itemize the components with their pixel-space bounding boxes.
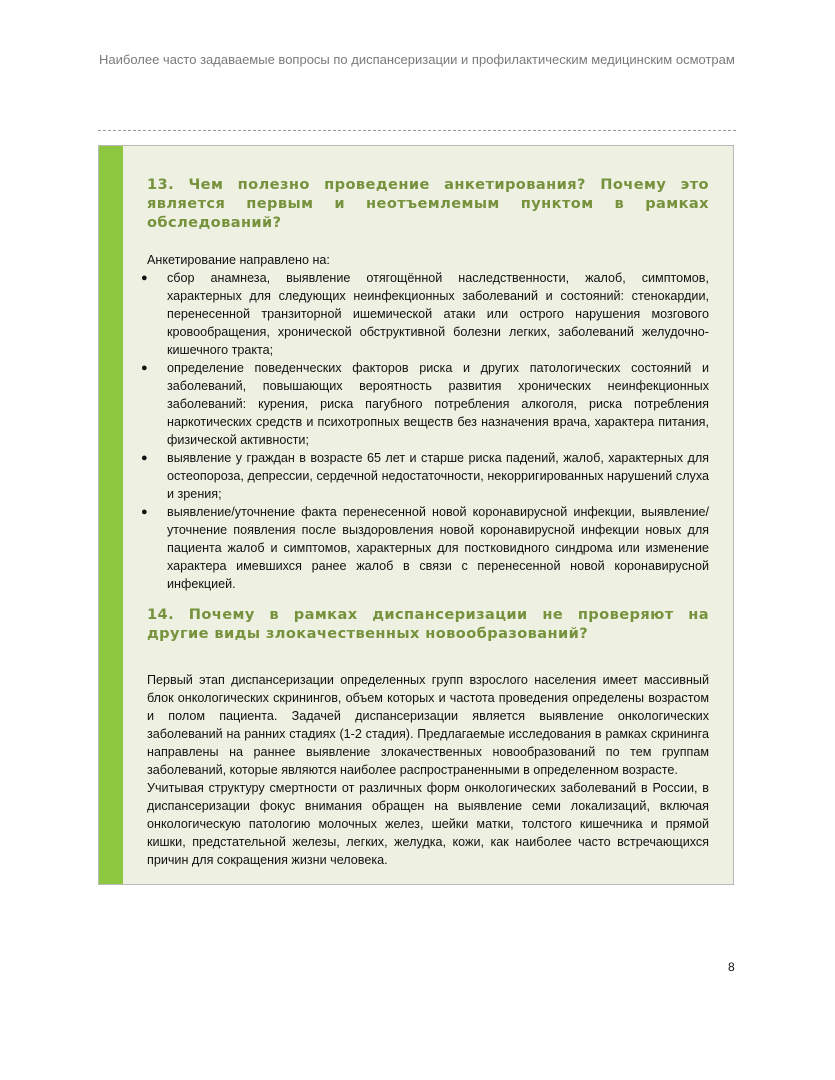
page-number: 8 bbox=[728, 960, 735, 974]
question-14-title: 14. Почему в рамках диспансеризации не проверяют на другие виды злокачественных новообразований? bbox=[147, 606, 709, 642]
list-item bbox=[141, 269, 709, 359]
faq-content bbox=[141, 172, 709, 869]
question-13-title: 13. Чем полезно проведение анкетирования? Почему это является первым и неотъемлемым пунктом в рамках обследований? bbox=[147, 176, 709, 231]
paragraph: Учитывая структуру смертности от различных форм онкологических заболеваний в России, в диспансеризации фокус внимания обращен на выявление семи локализаций, включая онкологическую патологию молочных желез, шейки матки, толстого кишечника и прямой кишки, предстательной железы, легких, желудка, кожи, как наиболее часто встречающихся причин для сокращения жизни человека. bbox=[147, 781, 709, 867]
list-item bbox=[141, 503, 709, 593]
list-item-text: определение поведенческих факторов риска и других патологических состояний и заболеваний, повышающих вероятность развития хронических неинфекционных заболеваний: курения, риска пагубного потребления алкоголя, риска потребления наркотических средств и психотропных веществ без назначения врача, характера питания, физической активности; bbox=[167, 361, 709, 447]
bullet-icon: ● bbox=[141, 452, 148, 464]
question-13-intro: Анкетирование направлено на: bbox=[147, 253, 330, 267]
running-header: Наиболее часто задаваемые вопросы по диспансеризации и профилактическим медицинским осмотрам bbox=[99, 52, 735, 67]
list-item-text: выявление у граждан в возрасте 65 лет и старше риска падений, жалоб, характерных для остеопороза, депрессии, сердечной недостаточности, некорригированных нарушений слуха и зрения; bbox=[167, 451, 709, 501]
list-item-text: выявление/уточнение факта перенесенной новой коронавирусной инфекции, выявление/уточнение появления после выздоровления новой коронавирусной инфекции новых для пациента жалоб и симптомов, характерных для постковидного синдрома или изменение характера имевшихся ранее жалоб в связи с перенесенной новой коронавирусной инфекцией. bbox=[167, 505, 709, 591]
header-divider bbox=[98, 130, 736, 131]
question-13-bullet-list bbox=[141, 269, 709, 593]
list-item bbox=[141, 359, 709, 449]
paragraph: Первый этап диспансеризации определенных групп взрослого населения имеет массивный блок онкологических скринингов, объем которых и частота проведения определены возрастом и полом пациента. Задачей диспансеризации является выявление онкологических заболеваний на ранних стадиях (1-2 стадия). Предлагаемые исследования в рамках скрининга направлены на раннее выявление злокачественных новообразований по тем группам заболеваний, которые являются наиболее распространенными в определенном возрасте. bbox=[147, 673, 709, 777]
list-item bbox=[141, 449, 709, 503]
bullet-icon: ● bbox=[141, 272, 148, 284]
list-item-text: сбор анамнеза, выявление отягощённой наследственности, жалоб, симптомов, характерных для следующих неинфекционных заболеваний и состояний: стенокардии, перенесенной транзиторной ишемической атаки или острого нарушения мозгового кровообращения, хронической обструктивной болезни легких, заболеваний желудочно-кишечного тракта; bbox=[167, 271, 709, 357]
question-14-answer bbox=[147, 671, 709, 869]
faq-box bbox=[98, 145, 734, 885]
accent-stripe bbox=[99, 146, 123, 884]
bullet-icon: ● bbox=[141, 362, 148, 374]
bullet-icon: ● bbox=[141, 506, 148, 518]
